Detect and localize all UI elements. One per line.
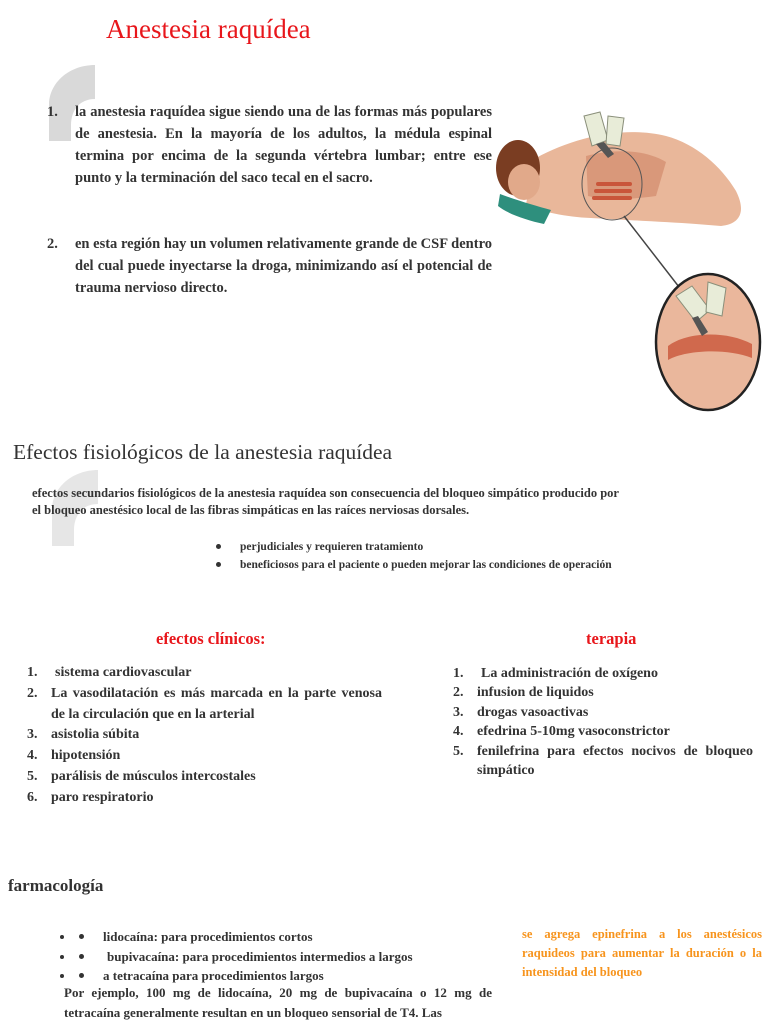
therapy-item	[453, 664, 753, 683]
clinical-item-number: 5.	[27, 768, 38, 784]
clinical-item	[27, 788, 382, 809]
clinical-item-text: hipotensión	[51, 748, 121, 764]
therapy-item-number: 2.	[453, 685, 464, 701]
intro-point-text: en esta región hay un volumen relativamente grande de CSF dentro del cual puede inyectarse la droga, minimizando así el potencial de trauma nervioso directo.	[75, 236, 492, 296]
therapy-item-number: 5.	[453, 743, 464, 759]
clinical-item	[27, 767, 382, 788]
therapy-item	[453, 742, 753, 781]
clinical-item-text: parálisis de músculos intercostales	[51, 768, 256, 784]
pharmacology-item: • lidocaína: para procedimientos cortos	[75, 927, 495, 947]
intro-list	[47, 101, 492, 299]
spinal-anesthesia-illustration	[496, 96, 764, 414]
clinical-item	[27, 663, 382, 684]
clinical-item	[27, 725, 382, 746]
effects-bullet: beneficiosos para el paciente o pueden mejorar las condiciones de operación	[214, 556, 674, 574]
pharmacology-item: • bupivacaína: para procedimientos intermedios a largos	[75, 947, 495, 967]
therapy-item-text: La administración de oxígeno	[481, 666, 658, 681]
therapy-item-text: fenilefrina para efectos nocivos de bloqueo simpático	[477, 743, 753, 779]
intro-point	[47, 101, 492, 189]
clinical-item	[27, 684, 382, 726]
pharmacology-item: • a tetracaína para procedimientos largos	[75, 966, 495, 986]
clinical-effects-list	[27, 663, 382, 809]
effects-bullet: perjudiciales y requieren tratamiento	[214, 538, 674, 556]
epinephrine-note: se agrega epinefrina a los anestésicos raquideos para aumentar la duración o la intensidad del bloqueo	[522, 927, 762, 979]
page-title: Anestesia raquídea	[106, 14, 311, 44]
clinical-item	[27, 746, 382, 767]
intro-point-text: la anestesia raquídea sigue siendo una de las formas más populares de anestesia. En la mayoría de los adultos, la médula espinal termina por encima de la segunda vértebra lumbar; entre ese punto y la terminación del saco tecal en el sacro.	[75, 104, 492, 186]
clinical-item-text: sistema cardiovascular	[55, 665, 192, 680]
clinical-item-number: 2.	[27, 685, 38, 701]
clinical-item-text: paro respiratorio	[51, 789, 154, 805]
therapy-item	[453, 683, 753, 702]
effects-bullets	[214, 538, 674, 574]
intro-point	[47, 233, 492, 299]
pharmacology-list	[35, 927, 495, 986]
therapy-item	[453, 722, 753, 741]
clinical-item-number: 4.	[27, 748, 38, 764]
intro-point-number: 1.	[47, 104, 58, 120]
therapy-item-text: efedrina 5-10mg vasoconstrictor	[477, 724, 670, 740]
therapy-item-text: infusion de liquidos	[477, 685, 594, 701]
effects-section-title: Efectos fisiológicos de la anestesia raquídea	[13, 440, 393, 464]
clinical-item-number: 3.	[27, 727, 38, 743]
therapy-item-number: 3.	[453, 704, 464, 720]
clinical-item-number: 6.	[27, 789, 38, 805]
therapy-item	[453, 703, 753, 722]
intro-point-number: 2.	[47, 236, 58, 252]
therapy-list	[453, 664, 753, 780]
therapy-item-text: drogas vasoactivas	[477, 704, 589, 720]
therapy-title: terapia	[586, 629, 637, 648]
clinical-item-text: La vasodilatación es más marcada en la parte venosa de la circulación que en la arterial	[51, 685, 382, 722]
effects-intro: efectos secundarios fisiológicos de la anestesia raquídea son consecuencia del bloqueo simpático producido por el bloqueo anestésico local de las fibras simpáticas en las raíces nerviosas dorsales.	[32, 486, 619, 517]
therapy-item-number: 4.	[453, 724, 464, 740]
clinical-item-number: 1.	[27, 665, 38, 680]
clinical-item-text: asistolia súbita	[51, 727, 140, 743]
therapy-item-number: 1.	[453, 666, 464, 681]
pharmacology-example: Por ejemplo, 100 mg de lidocaína, 20 mg de bupivacaína o 12 mg de tetracaína generalmente resultan en un bloqueo sensorial de T4. Las	[64, 985, 492, 1020]
pharmacology-title: farmacología	[8, 876, 104, 895]
clinical-effects-title: efectos clínicos:	[156, 629, 266, 648]
